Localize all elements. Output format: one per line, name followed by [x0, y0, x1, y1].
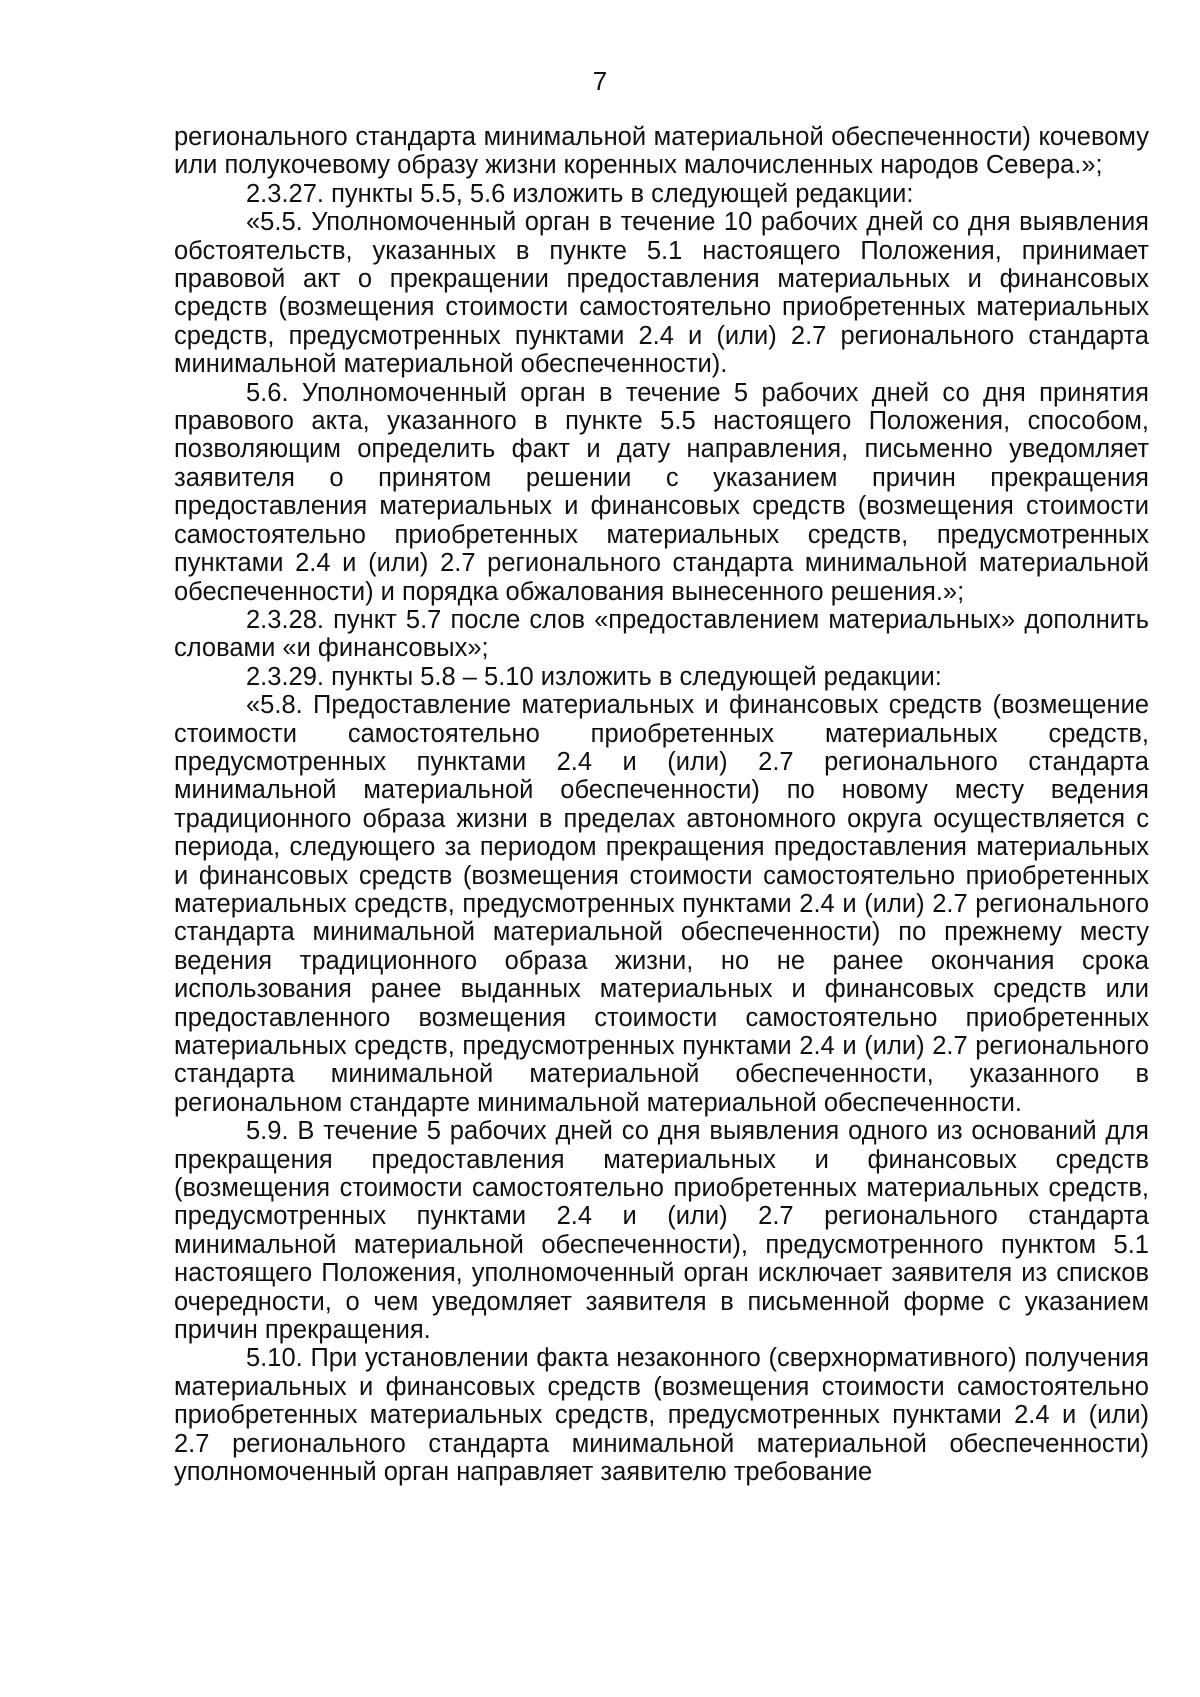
paragraph-5-8: «5.8. Предоставление материальных и финансовых средств (возмещение стоимости самостоятельно приобретенных материальных средств, предусмотренных пунктами 2.4 и (или) 2.7 регионального стандарта минимальной материальной обеспеченности) по новому месту ведения традиционного образа жизни в пределах автономного округа осуществляется с периода, следующего за периодом прекращения предоставления материальных и финансовых средств (возмещения стоимости самостоятельно приобретенных материальных средств, предусмотренных пунктами 2.4 и (или) 2.7 регионального стандарта минимальной материальной обеспеченности) по прежнему месту ведения традиционного образа жизни, но не ранее окончания срока использования ранее выданных материальных и финансовых средств или предоставленного возмещения стоимости самостоятельно приобретенных материальных средств, предусмотренных пунктами 2.4 и (или) 2.7 регионального стандарта минимальной материальной обеспеченности, указанного в региональном стандарте минимальной материальной обеспеченности.: [174, 691, 1149, 1117]
paragraph-5-6: 5.6. Уполномоченный орган в течение 5 рабочих дней со дня принятия правового акта, указанного в пункте 5.5 настоящего Положения, способом, позволяющим определить факт и дату направления, письменно уведомляет заявителя о принятом решении с указанием причин прекращения предоставления материальных и финансовых средств (возмещения стоимости самостоятельно приобретенных материальных средств, предусмотренных пунктами 2.4 и (или) 2.7 регионального стандарта минимальной материальной обеспеченности) и порядка обжалования вынесенного решения.»;: [174, 378, 1149, 606]
document-body: [174, 123, 1149, 1487]
paragraph-2-3-29: 2.3.29. пункты 5.8 – 5.10 изложить в следующей редакции:: [246, 662, 942, 691]
paragraph-5-10: 5.10. При установлении факта незаконного (сверхнормативного) получения материальных и финансовых средств (возмещения стоимости самостоятельно приобретенных материальных средств, предусмотренных пунктами 2.4 и (или) 2.7 регионального стандарта минимальной материальной обеспеченности) уполномоченный орган направляет заявителю требование: [174, 1344, 1149, 1487]
page-number: 7: [592, 66, 608, 96]
paragraph-2-3-27: 2.3.27. пункты 5.5, 5.6 изложить в следующей редакции:: [246, 179, 914, 208]
paragraph-continuation: регионального стандарта минимальной материальной обеспеченности) кочевому или полукочевому образу жизни коренных малочисленных народов Севера.»;: [174, 123, 1149, 180]
paragraph-5-5: «5.5. Уполномоченный орган в течение 10 рабочих дней со дня выявления обстоятельств, указанных в пункте 5.1 настоящего Положения, принимает правовой акт о прекращении предоставления материальных и финансовых средств (возмещения стоимости самостоятельно приобретенных материальных средств, предусмотренных пунктами 2.4 и (или) 2.7 регионального стандарта минимальной материальной обеспеченности).: [174, 208, 1149, 379]
paragraph-5-9: 5.9. В течение 5 рабочих дней со дня выявления одного из оснований для прекращения предоставления материальных и финансовых средств (возмещения стоимости самостоятельно приобретенных материальных средств, предусмотренных пунктами 2.4 и (или) 2.7 регионального стандарта минимальной материальной обеспеченности), предусмотренного пунктом 5.1 настоящего Положения, уполномоченный орган исключает заявителя из списков очередности, о чем уведомляет заявителя в письменной форме с указанием причин прекращения.: [174, 1117, 1149, 1345]
paragraph-2-3-28: 2.3.28. пункт 5.7 после слов «предоставлением материальных» дополнить словами «и финансовых»;: [174, 605, 1149, 663]
